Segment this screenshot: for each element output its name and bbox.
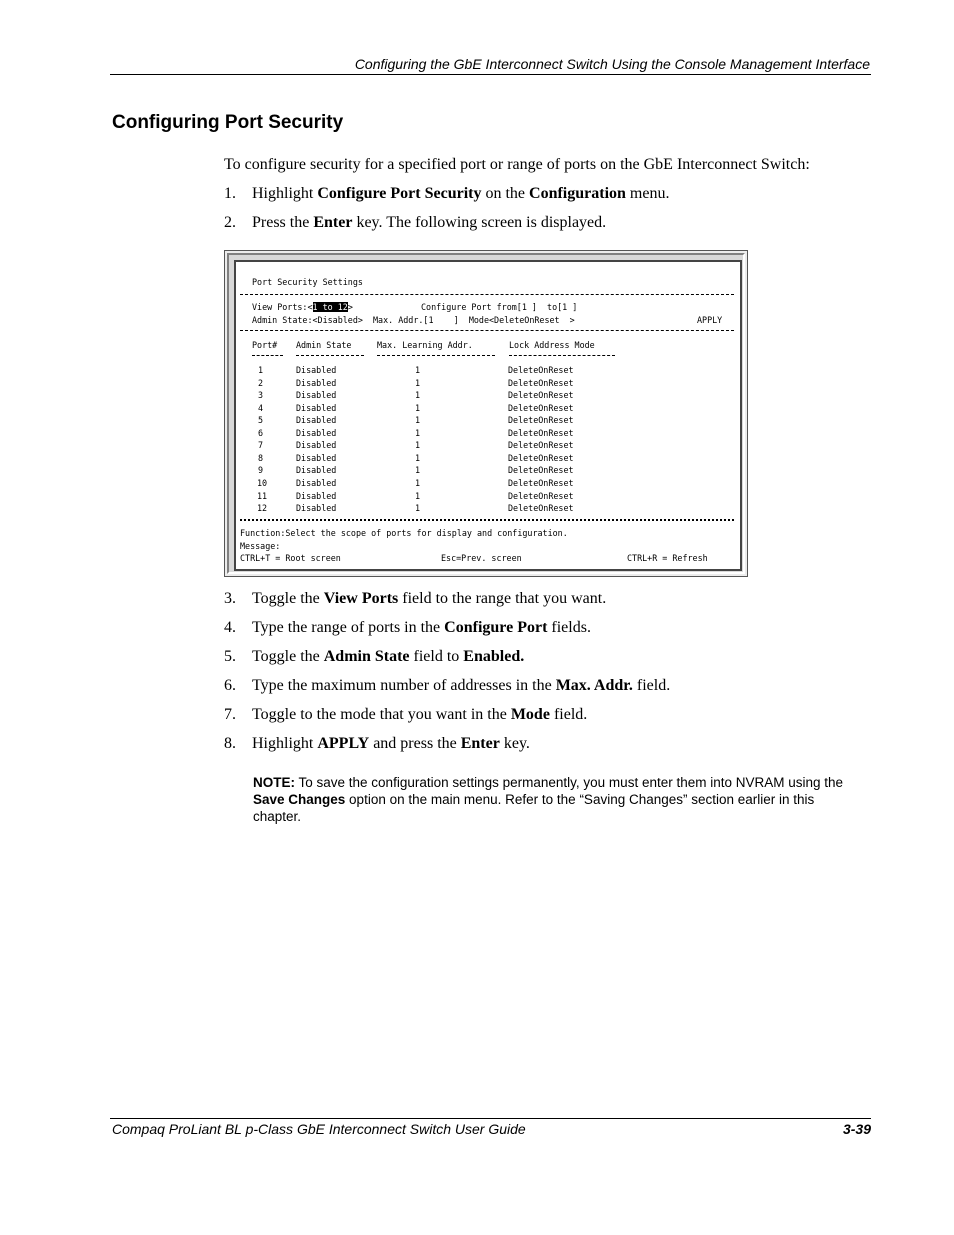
cell-port: 11 [257,490,268,501]
cell-port: 4 [258,402,264,413]
step-6: 6. Type the maximum number of addresses in the Max. Addr. field. [224,677,671,694]
cell-admin-state: Disabled [296,427,337,438]
message-line: Message: [240,541,281,551]
screen-title: Port Security Settings [252,277,363,287]
cell-lock-mode: DeleteOnReset [508,377,574,388]
intro-paragraph: To configure security for a specified port or range of ports on the GbE Interconnect Switch: [224,156,810,173]
separator-mid [240,330,734,331]
cell-lock-mode: DeleteOnReset [508,503,574,514]
col-admin-underline [296,355,364,356]
cell-max-addr: 1 [415,477,421,488]
cell-max-addr: 1 [415,465,421,476]
refresh-hint: CTRL+R = Refresh [627,553,708,563]
note-label: NOTE: [253,775,295,790]
step-7: 7. Toggle to the mode that you want in the Mode field. [224,706,588,723]
cell-lock-mode: DeleteOnReset [508,390,574,401]
header-rule [110,74,871,75]
note-bold: Save Changes [253,792,346,807]
cell-lock-mode: DeleteOnReset [508,490,574,501]
cell-max-addr: 1 [415,365,421,375]
cell-admin-state: Disabled [296,365,337,375]
cell-admin-state: Disabled [296,490,337,501]
admin-state-row[interactable]: Admin State:<Disabled> Max. Addr.[1 ] Mode<DeleteOnReset > [252,315,575,325]
col-max-learning: Max. Learning Addr. [377,340,473,350]
cell-admin-state: Disabled [296,377,337,388]
cell-port: 8 [258,452,264,463]
cell-max-addr: 1 [415,490,421,501]
cell-lock-mode: DeleteOnReset [508,402,574,413]
cell-max-addr: 1 [415,440,421,451]
apply-button[interactable]: APPLY [697,315,723,325]
step-2: 2. Press the Enter key. The following screen is displayed. [224,214,607,231]
cell-admin-state: Disabled [296,415,337,426]
col-port-underline [252,355,283,356]
footer-title: Compaq ProLiant BL p-Class GbE Interconnect Switch User Guide [112,1121,526,1137]
cell-admin-state: Disabled [296,390,337,401]
running-header-title: Configuring the GbE Interconnect Switch Using the Console Management Interface [354,56,870,72]
cell-lock-mode: DeleteOnReset [508,440,574,451]
cell-max-addr: 1 [415,390,421,401]
cell-port: 3 [258,390,264,401]
footer-rule [110,1118,871,1119]
cell-admin-state: Disabled [296,465,337,476]
step-3: 3. Toggle the View Ports field to the range that you want. [224,590,607,607]
separator-top [240,294,734,295]
cell-admin-state: Disabled [296,503,337,514]
cell-port: 9 [258,465,264,476]
step-4: 4. Type the range of ports in the Configure Port fields. [224,619,591,636]
cell-max-addr: 1 [415,402,421,413]
separator-stars [240,519,734,521]
cell-max-addr: 1 [415,452,421,463]
prev-screen-hint: Esc=Prev. screen [441,553,522,563]
cell-lock-mode: DeleteOnReset [508,365,574,375]
col-port: Port# [252,340,278,350]
view-ports-row: View Ports:<1 to 12> [252,302,353,312]
cell-admin-state: Disabled [296,477,337,488]
cell-port: 10 [257,477,268,488]
cell-lock-mode: DeleteOnReset [508,452,574,463]
cell-port: 6 [258,427,264,438]
col-admin-state: Admin State [296,340,352,350]
cell-port: 7 [258,440,264,451]
cell-port: 5 [258,415,264,426]
cell-max-addr: 1 [415,377,421,388]
section-title: Configuring Port Security [112,112,344,133]
step-5: 5. Toggle the Admin State field to Enabled. [224,648,525,665]
step-1: 1. Highlight Configure Port Security on the Configuration menu. [224,185,670,202]
cell-lock-mode: DeleteOnReset [508,427,574,438]
cell-lock-mode: DeleteOnReset [508,477,574,488]
col-lock-mode: Lock Address Mode [509,340,595,350]
cell-admin-state: Disabled [296,452,337,463]
view-ports-field[interactable]: 1 to 12 [312,302,348,312]
cell-lock-mode: DeleteOnReset [508,465,574,476]
cell-port: 2 [258,377,264,388]
cell-max-addr: 1 [415,427,421,438]
cell-admin-state: Disabled [296,402,337,413]
cell-admin-state: Disabled [296,440,337,451]
configure-port-field[interactable]: Configure Port from[1 ] to[1 ] [421,302,578,312]
col-lock-underline [509,355,615,356]
root-screen-hint: CTRL+T = Root screen [240,553,341,563]
function-line: Function:Select the scope of ports for display and configuration. [240,528,568,538]
note-box: NOTE: To save the configuration settings permanently, you must enter them into NVRAM using the Save Changes option on the main menu. Refer to the “Saving Changes” section earlier in this chapter. [253,775,844,824]
page-number: 3-39 [842,1121,871,1137]
cell-port: 12 [257,503,268,514]
cell-max-addr: 1 [415,503,421,514]
cell-lock-mode: DeleteOnReset [508,415,574,426]
cell-port: 1 [258,365,264,375]
col-max-underline [377,355,495,356]
cell-max-addr: 1 [415,415,421,426]
step-8: 8. Highlight APPLY and press the Enter key. [224,735,530,752]
